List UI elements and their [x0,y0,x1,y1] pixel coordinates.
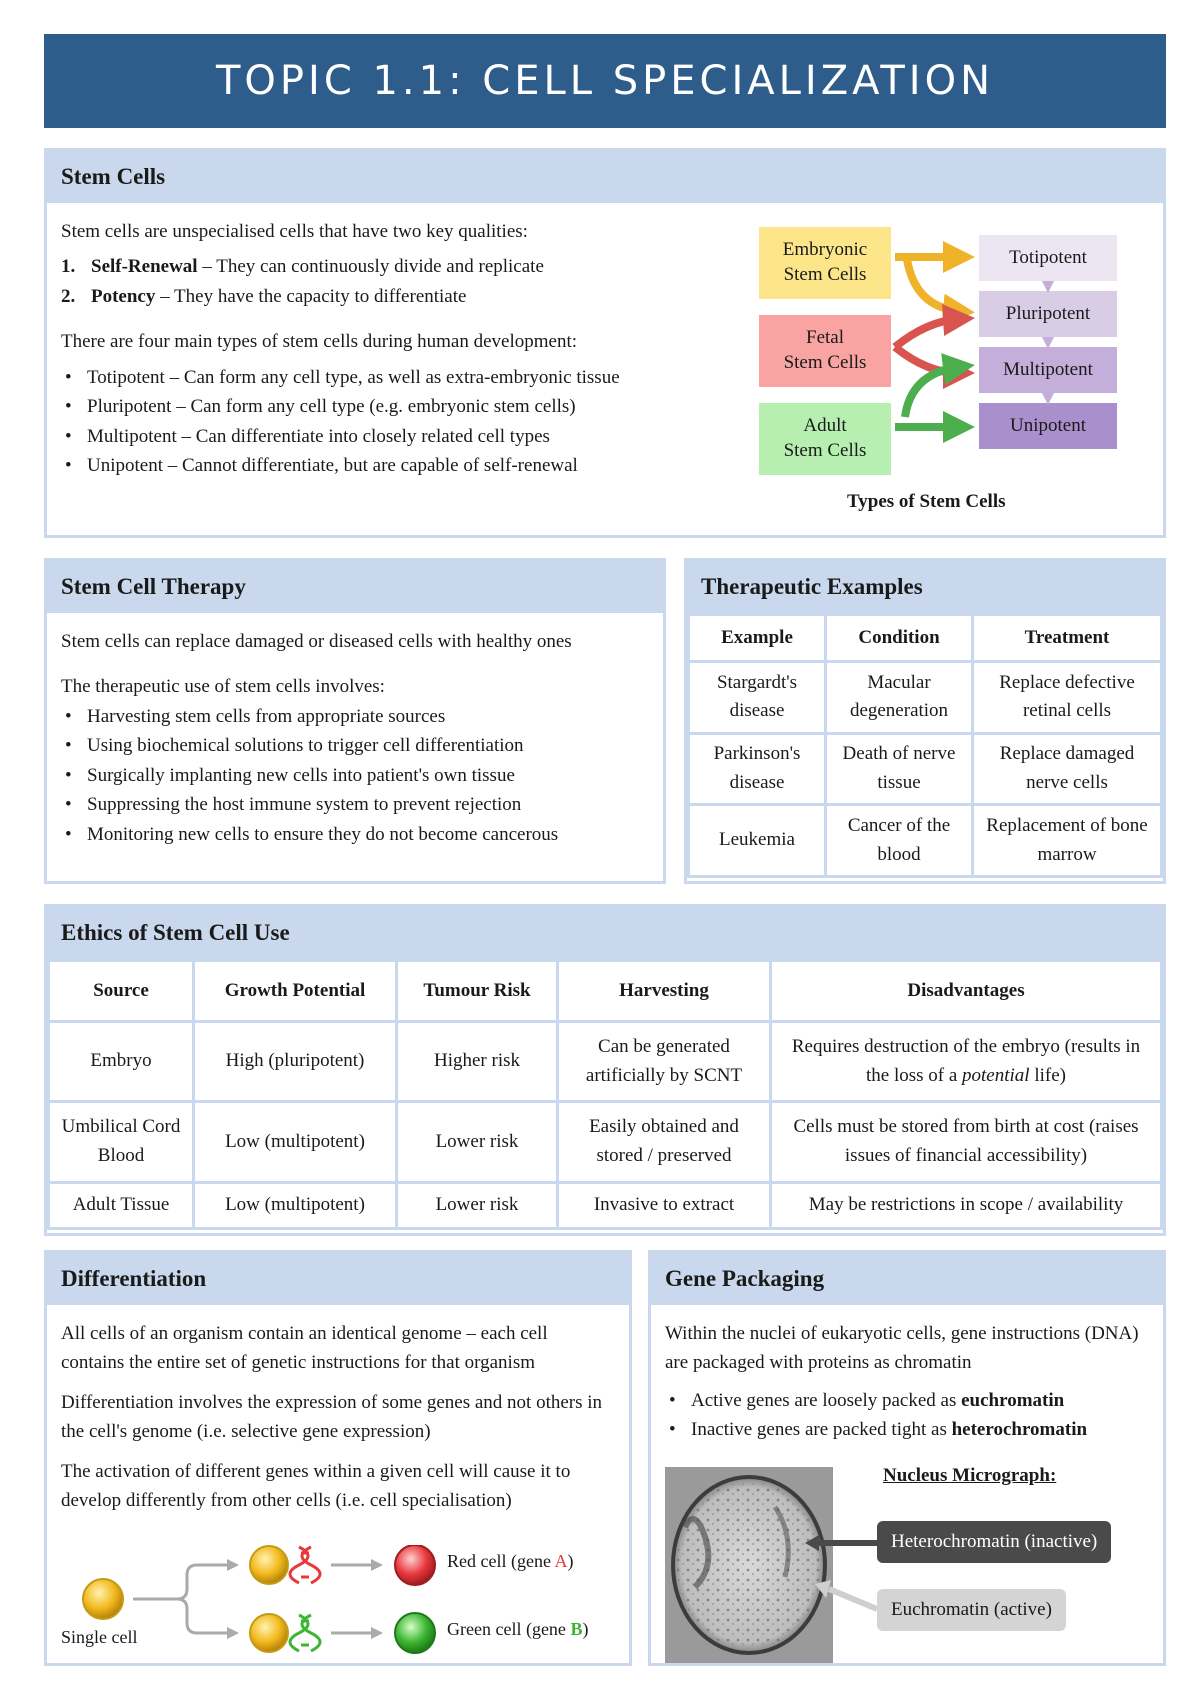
single-cell-label: Single cell [61,1627,138,1647]
examples-heading: Therapeutic Examples [687,561,1163,613]
ethics-table [47,959,1163,1230]
examples-panel [684,558,1166,884]
red-cell-icon [395,1545,435,1585]
totipotent-box: Totipotent [979,235,1117,281]
fetal-box: Fetal Stem Cells [759,315,891,387]
col-condition: Condition [827,616,971,660]
dna-green-icon [290,1615,320,1651]
page-title: TOPIC 1.1: CELL SPECIALIZATION [215,58,995,104]
yellow-cell-icon [250,1546,288,1584]
red-cell-label: Red cell (gene A) [447,1551,574,1571]
table-row: Umbilical Cord Blood Low (multipotent) Lower risk Easily obtained and stored / preserved Cells must be stored from birth at cost (raises issues of financial accessibility) [50,1103,1160,1180]
stem-type-item: • Unipotent – Cannot differentiate, but are capable of self-renewal [61,451,713,480]
green-cell-label: Green cell (gene B) [447,1619,589,1639]
chromatin-item: • Active genes are loosely packed as euchromatin [665,1386,1149,1415]
dna-red-icon [290,1547,320,1583]
euchromatin-callout: Euchromatin (active) [877,1589,1066,1631]
therapy-use-item: • Using biochemical solutions to trigger cell differentiation [61,731,649,760]
title-banner [44,34,1166,128]
fetal-arrow-top [895,319,959,347]
table-row: Stargardt's disease Macular degeneration Replace defective retinal cells [690,663,1160,732]
gene-packaging-intro: Within the nuclei of eukaryotic cells, gene instructions (DNA) are packaged with proteins as chromatin [665,1323,1139,1374]
table-row: Leukemia Cancer of the blood Replacement of bone marrow [690,806,1160,875]
therapy-use-item: • Suppressing the host immune system to prevent rejection [61,790,649,819]
stem-type-item: • Pluripotent – Can form any cell type (e.g. embryonic stem cells) [61,392,713,421]
therapy-uses-list [61,702,649,849]
col-example: Example [690,616,824,660]
stem-diagram-caption: Types of Stem Cells [847,491,1006,512]
ethics-heading: Ethics of Stem Cell Use [47,907,1163,959]
therapy-use-item: • Harvesting stem cells from appropriate sources [61,702,649,731]
differentiation-panel [44,1250,632,1666]
quality-item: 1. Self-Renewal – They can continuously divide and replicate [61,256,544,278]
embryonic-arrow-bottom [907,259,959,311]
gene-packaging-panel [648,1250,1166,1666]
ethics-panel [44,904,1166,1236]
pluripotent-box: Pluripotent [979,291,1117,337]
types-intro: There are four main types of stem cells during human development: [61,331,578,353]
differentiation-heading: Differentiation [47,1253,629,1305]
stem-cells-heading: Stem Cells [47,151,1163,203]
quality-item: 2. Potency – They have the capacity to differentiate [61,285,467,307]
therapy-intro: Stem cells can replace damaged or diseased cells with healthy ones [61,631,572,652]
adult-box: Adult Stem Cells [759,403,891,475]
diff-paragraph: Differentiation involves the expression of some genes and not others in the cell's genome (i.e. selective gene expression) [61,1391,603,1443]
therapy-uses-intro: The therapeutic use of stem cells involves: [61,676,385,698]
table-header-row [690,616,1160,660]
table-row: Adult Tissue Low (multipotent) Lower risk Invasive to extract May be restrictions in scope / availability [50,1184,1160,1227]
therapy-use-item: • Monitoring new cells to ensure they do not become cancerous [61,820,649,849]
green-cell-icon [395,1613,435,1653]
therapy-heading: Stem Cell Therapy [47,561,663,613]
stem-cells-panel [44,148,1166,538]
yellow-cell-icon [250,1614,288,1652]
stem-type-item: • Multipotent – Can differentiate into closely related cell types [61,422,713,451]
diff-paragraph: The activation of different genes within a given cell will cause it to develop differently from other cells (i.e. cell specialisation) [61,1460,571,1512]
therapy-use-item: • Surgically implanting new cells into patient's own tissue [61,761,649,790]
col-treatment: Treatment [974,616,1160,660]
stem-cells-intro: Stem cells are unspecialised cells that have two key qualities: [61,221,528,242]
multipotent-box: Multipotent [979,347,1117,393]
micrograph-title: Nucleus Micrograph: [883,1465,1057,1486]
heterochromatin-callout: Heterochromatin (inactive) [877,1521,1111,1563]
chromatin-item: • Inactive genes are packed tight as heterochromatin [665,1415,1149,1444]
therapy-panel [44,558,666,884]
stem-type-item: • Totipotent – Can form any cell type, as well as extra-embryonic tissue [61,363,713,392]
gene-packaging-heading: Gene Packaging [651,1253,1163,1305]
quality-term: Potency [91,285,156,307]
stem-arrows [47,151,1163,531]
quality-term: Self-Renewal [91,256,198,278]
diff-paragraph: All cells of an organism contain an identical genome – each cell contains the entire set of genetic instructions for that organism [61,1323,548,1374]
unipotent-box: Unipotent [979,403,1117,449]
table-row: Parkinson's disease Death of nerve tissue Replace damaged nerve cells [690,735,1160,804]
single-cell-icon [83,1579,123,1619]
examples-table [687,613,1163,878]
table-header-row: Source Growth Potential Tumour Risk Harvesting Disadvantages [50,962,1160,1020]
embryonic-box: Embryonic Stem Cells [759,227,891,299]
table-row: Embryo High (pluripotent) Higher risk Can be generated artificially by SCNT Requires destruction of the embryo (results in the loss of a potential life) [50,1023,1160,1100]
